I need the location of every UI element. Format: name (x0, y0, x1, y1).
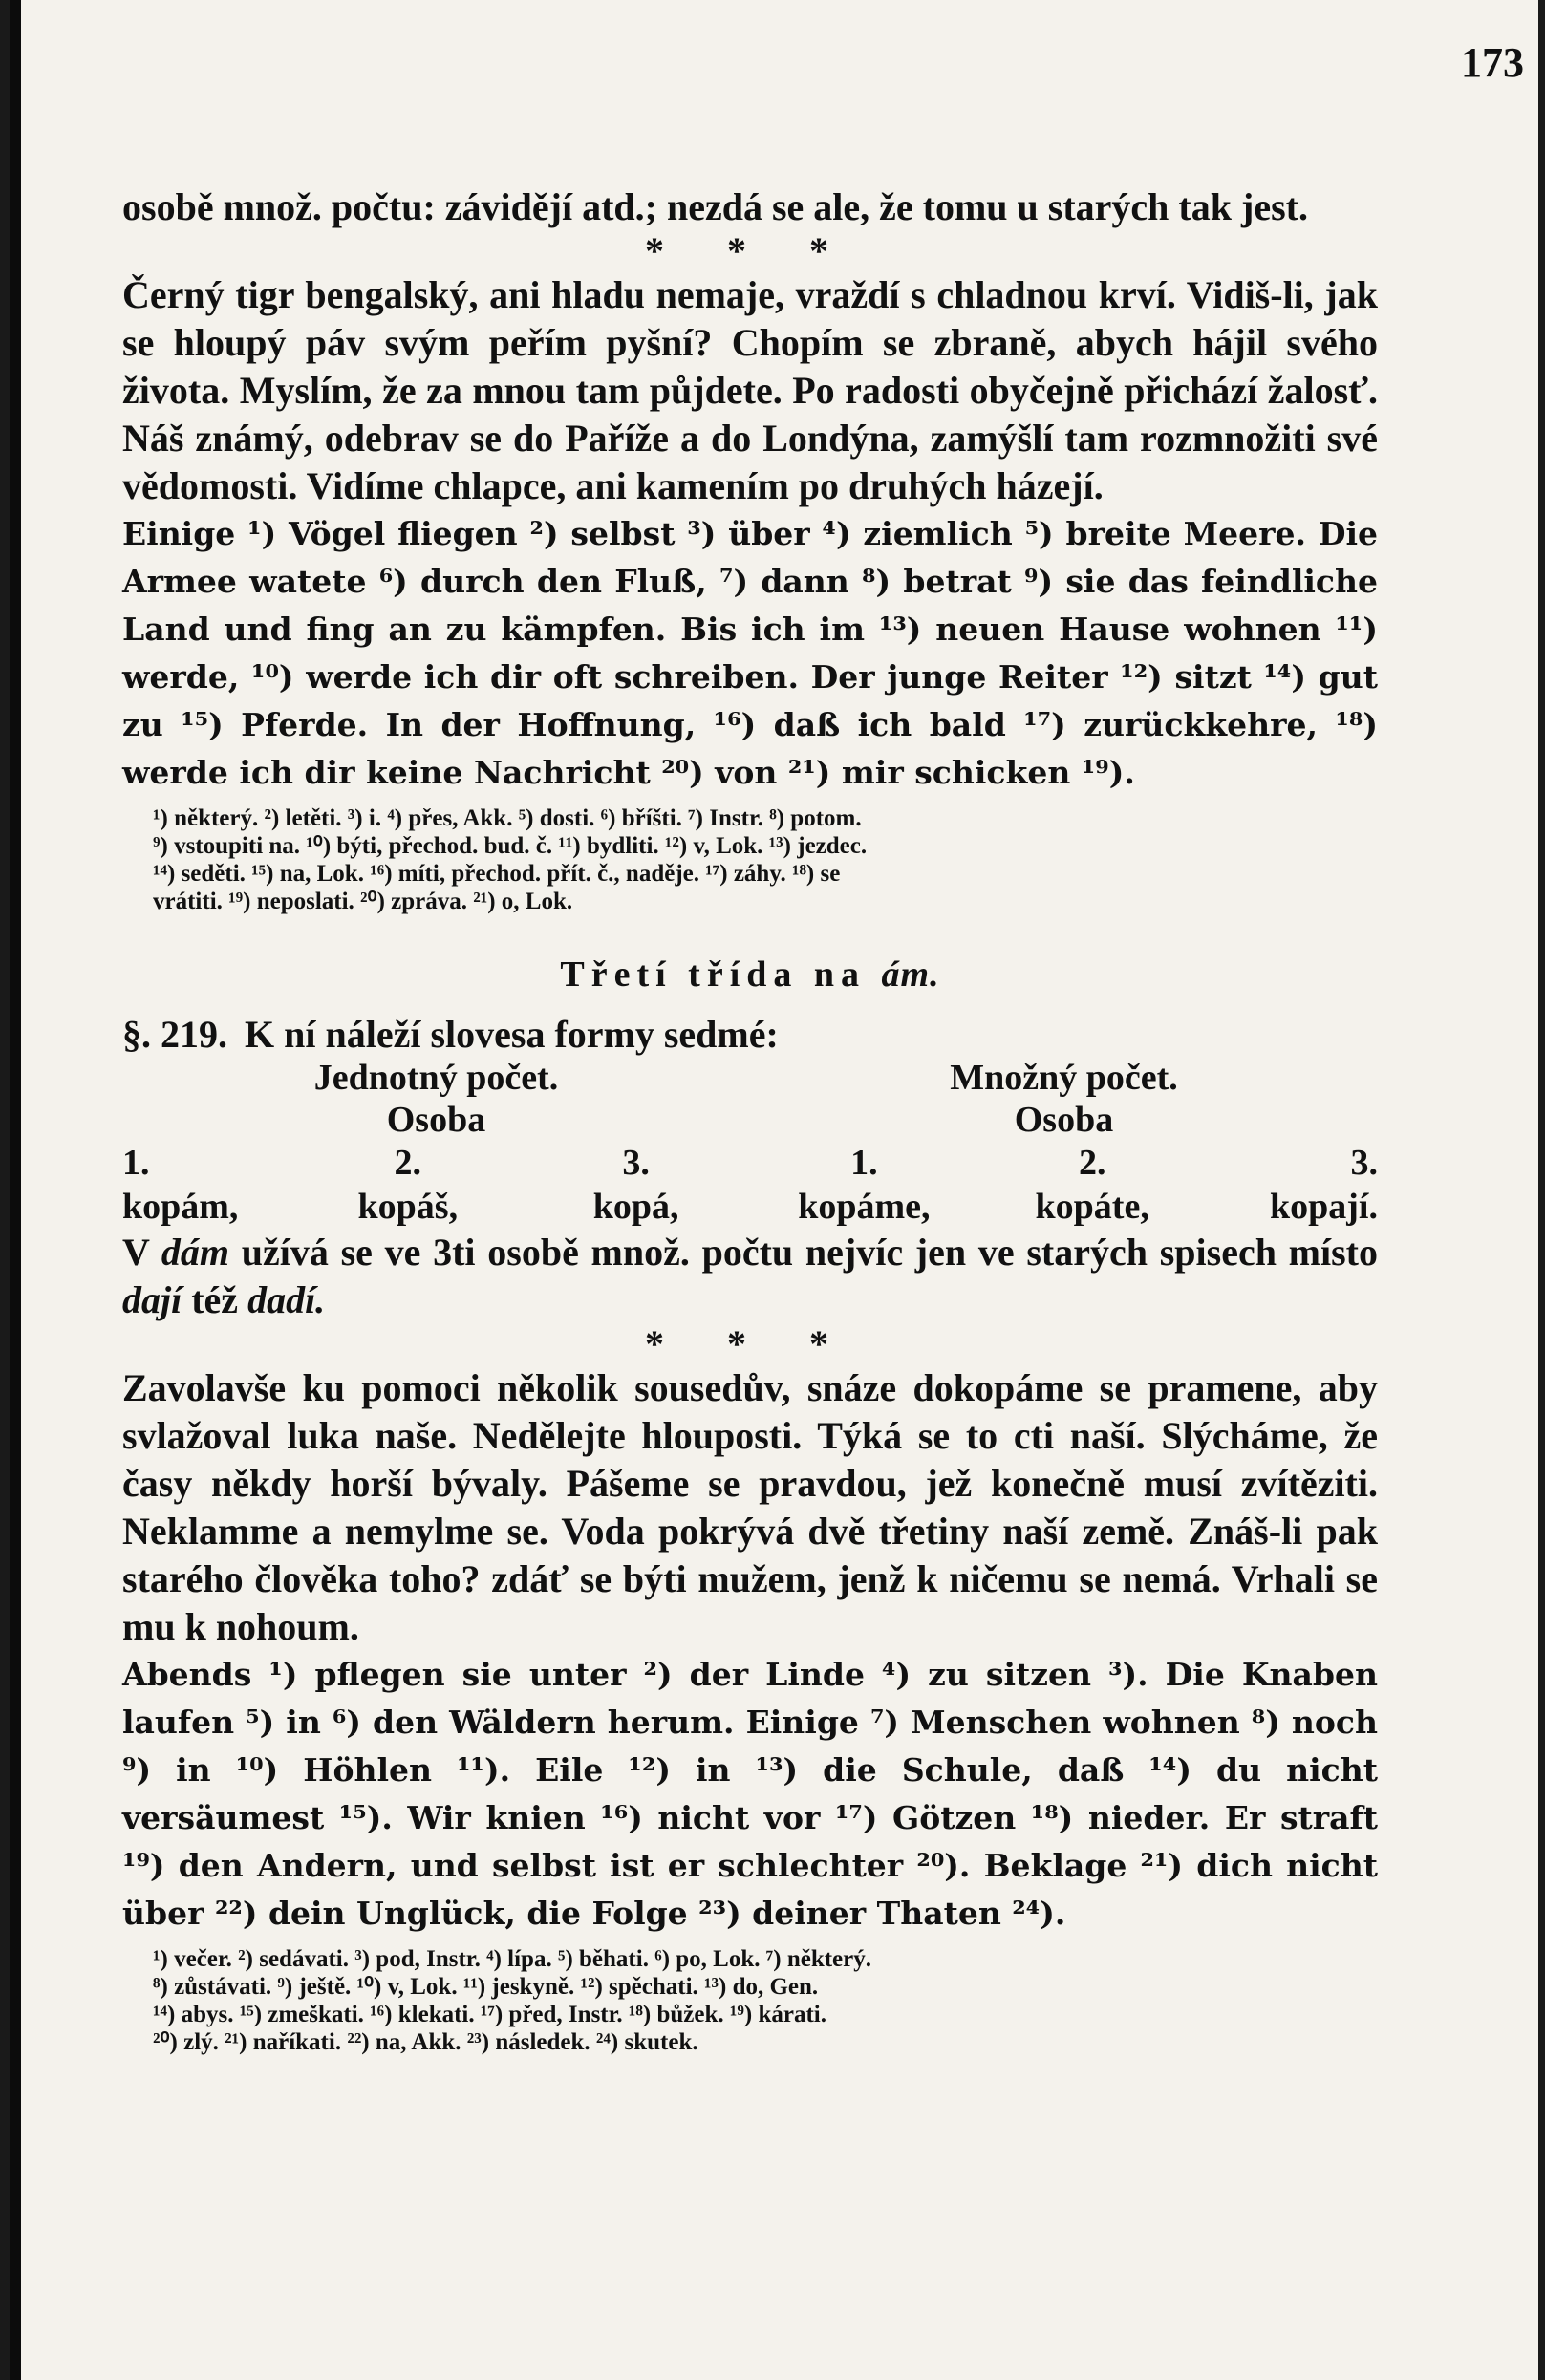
footnote-line: ²⁰) zlý. ²¹) naříkati. ²²) na, Akk. ²³) následek. ²⁴) skutek. (153, 2029, 698, 2055)
page-spine-edge (10, 0, 21, 2380)
page-number: 173 (1461, 39, 1524, 86)
footnote-line: ⁸) zůstávati. ⁹) ještě. ¹⁰) v, Lok. ¹¹) jeskyně. ¹²) spěchati. ¹³) do, Gen. (153, 1974, 819, 2000)
conjugation-form: kopám, (122, 1187, 239, 1227)
intro-text: osobě množ. počtu: závidějí atd.; nezdá se ale, že tomu u starých tak jest. (122, 185, 1308, 228)
heading-emphasis: ám. (881, 954, 940, 995)
page-content (122, 57, 1378, 2056)
conjugation-form: kopají. (1270, 1187, 1378, 1227)
czech-exercise-2-text: Zavolavše ku pomoci několik sousedův, snáze dokopáme se pramene, aby svlažoval luka naše. Nedělejte hlouposti. Týká se to cti naší. Slýcháme, že časy někdy horší bývaly. Pášeme se pravdou, jež konečně musí zvítěziti. Neklamme a nemylme se. Voda pokrývá dvě třetiny naší země. Znáš-li pak starého člověka toho? zdáť se býti mužem, jenž k ničemu se nemá. Vrhali se mu k nohoum. (122, 1366, 1378, 1648)
czech-exercise-2 (122, 1364, 1378, 1651)
czech-exercise-1-text: Černý tigr bengalský, ani hladu nemaje, vraždí s chladnou krví. Vidiš-li, jak se hloupý páv svým peřím pyšní? Chopím se zbraně, abych hájil svého života. Myslím, že za mnou tam půjdete. Po radosti obyčejně přichází žalosť. Náš známý, odebrav se do Paříže a do Londýna, zamýšlí tam rozmnožiti své vědomosti. Vidíme chlapce, ani kamením po druhých házejí. (122, 273, 1378, 507)
footnote-line: ¹) večer. ²) sedávati. ³) pod, Instr. ⁴) lípa. ⁵) běhati. ⁶) po, Lok. ⁷) některý. (153, 1946, 872, 1972)
book-page (10, 0, 1538, 2380)
person-number: 3. (1350, 1143, 1378, 1183)
person-number: 1. (122, 1143, 150, 1183)
person-number: 2. (1078, 1143, 1106, 1183)
footnote-line: ¹) některý. ²) letěti. ³) i. ⁴) přes, Akk. ⁵) dosti. ⁶) bříšti. ⁷) Instr. ⁸) potom. (153, 805, 862, 831)
usage-note: V dám užívá se ve 3ti osobě množ. počtu nejvíc jen ve starých spisech místo dají též dadí. (122, 1231, 1378, 1321)
section-number: §. 219. (122, 1013, 227, 1056)
section-heading (122, 954, 1378, 996)
person-labels (122, 1099, 1378, 1141)
german-exercise-2-text: Abends ¹) pflegen sie unter ²) der Linde ⁴) zu sitzen ³). Die Knaben laufen ⁵) in ⁶) den Wäldern herum. Einige ⁷) Menschen wohnen ⁸) noch ⁹) in ¹⁰) Höhlen ¹¹). Eile ¹²) in ¹³) die Schule, daß ¹⁴) du nicht versäumest ¹⁵). Wir knien ¹⁶) nicht vor ¹⁷) Götzen ¹⁸) nieder. Er straft ¹⁹) den Andern, und selbst ist er schlechter ²⁰). Beklage ²¹) dich nicht über ²²) dein Unglück, die Folge ²³) deiner Thaten ²⁴). (122, 1656, 1378, 1932)
separator-asterisks-1: * * * (645, 229, 855, 272)
plural-label: Množný počet. (950, 1058, 1178, 1098)
person-number: 1. (850, 1143, 878, 1183)
footnote-line: ¹⁴) abys. ¹⁵) zmeškati. ¹⁶) klekati. ¹⁷) před, Instr. ¹⁸) bůžek. ¹⁹) kárati. (153, 2002, 826, 2027)
czech-exercise-1 (122, 271, 1378, 510)
conjugation-form: kopáme, (798, 1187, 931, 1227)
person-numbers (122, 1141, 1378, 1185)
person-number: 3. (622, 1143, 650, 1183)
footnote-line: vrátiti. ¹⁹) neposlati. ²⁰) zpráva. ²¹) o, Lok. (153, 889, 573, 914)
heading-prefix: Třetí třída na (560, 954, 882, 995)
german-exercise-1 (122, 510, 1378, 797)
separator-asterisks-2: * * * (645, 1322, 855, 1365)
conjugation-row (122, 1185, 1378, 1229)
intro-paragraph (122, 183, 1378, 231)
section-219 (122, 1013, 1378, 1057)
note-dam: dám (161, 1231, 230, 1274)
german-exercise-1-text: Einige ¹) Vögel fliegen ²) selbst ³) über ⁴) ziemlich ⁵) breite Meere. Die Armee watete ⁶) durch den Fluß, ⁷) dann ⁸) betrat ⁹) sie das feindliche Land und fing an zu kämpfen. Bis ich im ¹³) neuen Hause wohnen ¹¹) werde, ¹⁰) werde ich dir oft schreiben. Der junge Reiter ¹²) sitzt ¹⁴) gut zu ¹⁵) Pferde. In der Hoffnung, ¹⁶) daß ich bald ¹⁷) zurückkehre, ¹⁸) werde ich dir keine Nachricht ²⁰) von ²¹) mir schicken ¹⁹). (122, 515, 1378, 791)
note-daji: dají (122, 1278, 182, 1321)
note-dadi: dadí. (247, 1278, 326, 1321)
conjugation-form: kopá, (592, 1187, 679, 1227)
conjugation-form: kopáš, (357, 1187, 459, 1227)
footnotes-1 (122, 804, 1378, 915)
footnote-line: ¹⁴) seděti. ¹⁵) na, Lok. ¹⁶) míti, přechod. přít. č., naděje. ¹⁷) záhy. ¹⁸) se (153, 861, 841, 887)
section-text: K ní náleží slovesa formy sedmé: (245, 1013, 779, 1056)
person-number: 2. (394, 1143, 422, 1183)
singular-label: Jednotný počet. (313, 1058, 559, 1098)
number-labels (122, 1057, 1378, 1099)
person-label-plural: Osoba (1014, 1100, 1114, 1140)
german-exercise-2 (122, 1651, 1378, 1938)
footnote-line: ⁹) vstoupiti na. ¹⁰) býti, přechod. bud. č. ¹¹) bydliti. ¹²) v, Lok. ¹³) jezdec. (153, 833, 868, 859)
conjugation-form: kopáte, (1035, 1187, 1149, 1227)
person-label-singular: Osoba (386, 1100, 486, 1140)
footnotes-2 (122, 1945, 1378, 2056)
